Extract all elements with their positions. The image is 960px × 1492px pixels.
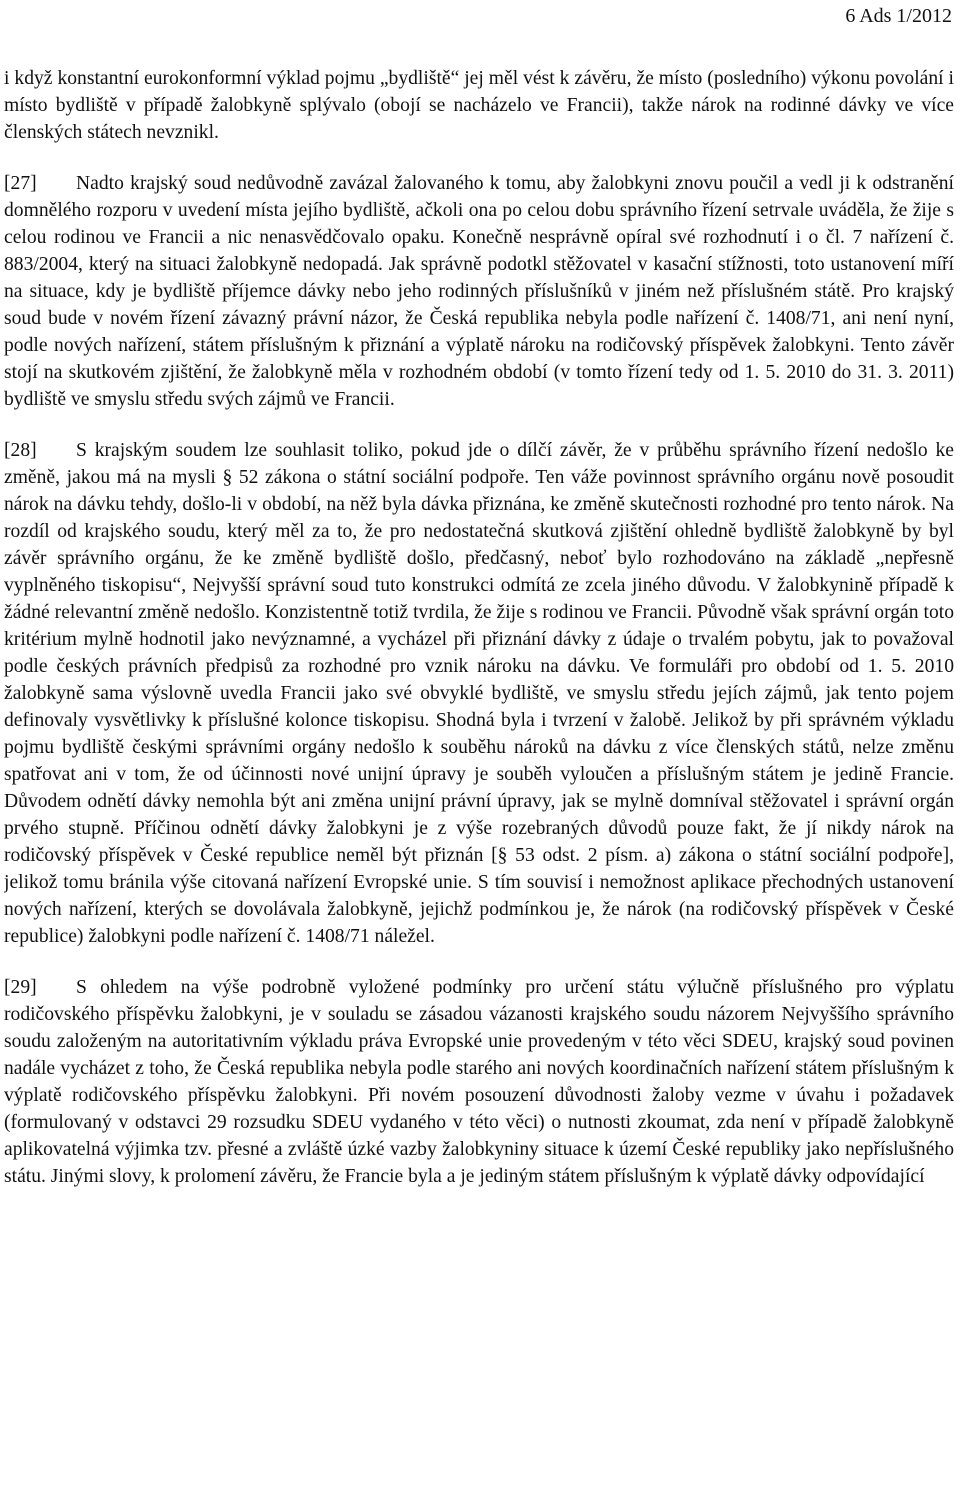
paragraph-text: S ohledem na výše podrobně vyložené podmínky pro určení státu výlučně příslušného pro výplatu rodičovského příspěvku žalobkyni, je v souladu se zásadou vázanosti krajského soudu názorem Nejvyššího správního soudu založeným na autoritativním výkladu práva Evropské unie provedeným v této věci SDEU, krajský soud povinen nadále vycházet z toho, že Česká republika nebyla podle starého ani nových koordinačních nařízení státem příslušným k výplatě rodičovského příspěvku žalobkyni. Při novém posouzení důvodnosti žaloby vezme v úvahu i požadavek (formulovaný v odstavci 29 rozsudku SDEU vydaného v této věci) o nutnosti zkoumat, zda není v případě žalobkyně aplikovatelná výjimka tzv. přesné a zvláště úzké vazby žalobkyniny situace k území České republiky jako nepříslušného státu. Jinými slovy, k prolomení závěru, že Francie byla a je jediným státem příslušným k výplatě dávky odpovídající xyxy=(4,977,954,1187)
paragraph-number: [27] xyxy=(4,173,37,194)
paragraph-29 xyxy=(4,974,954,1190)
paragraph-text: Nadto krajský soud nedůvodně zavázal žalovaného k tomu, aby žalobkyni znovu poučil a vedl ji k odstranění domnělého rozporu v uvedení místa jejího bydliště, ačkoli ona po celou dobu správního řízení setrvale uváděla, že žije s celou rodinou ve Francii a nic nenasvědčovalo opaku. Konečně nesprávně opíral své rozhodnutí i o čl. 7 nařízení č. 883/2004, který na situaci žalobkyně nedopadá. Jak správně podotkl stěžovatel v kasační stížnosti, toto ustanovení míří na situace, kdy je bydliště příjemce dávky nebo jeho rodinných příslušníků v jiném než příslušném státě. Pro krajský soud bude v novém řízení závazný právní názor, že Česká republika nebyla podle nařízení č. 1408/71, ani není nyní, podle nových nařízení, státem příslušným k přiznání a výplatě nároku na rodičovský příspěvek žalobkyni. Tento závěr stojí na skutkovém zjištění, že žalobkyně měla v rozhodném období (v tomto řízení tedy od 1. 5. 2010 do 31. 3. 2011) bydliště ve smyslu středu svých zájmů ve Francii. xyxy=(4,173,954,410)
paragraph-27 xyxy=(4,170,954,413)
document-page xyxy=(4,0,954,1492)
paragraph-28 xyxy=(4,437,954,950)
intro-paragraph: i když konstantní eurokonformní výklad pojmu „bydliště“ jej měl vést k závěru, že místo (posledního) výkonu povolání i místo bydliště v případě žalobkyně splývalo (obojí se nacházelo ve Francii), takže nárok na rodinné dávky ve více členských státech nevznikl. xyxy=(4,68,954,143)
document-body xyxy=(4,65,954,1190)
paragraph-text: S krajským soudem lze souhlasit toliko, pokud jde o dílčí závěr, že v průběhu správního řízení nedošlo ke změně, jakou má na mysli § 52 zákona o státní sociální podpoře. Ten váže povinnost správního orgánu nově posoudit nárok na dávku tehdy, došlo-li v období, na něž byla dávka přiznána, ke změně skutečnosti rozhodné pro tento nárok. Na rozdíl od krajského soudu, který měl za to, že pro nedostatečná skutková zjištění ohledně bydliště žalobkyně by byl závěr správního orgánu, že ke změně bydliště došlo, předčasný, neboť bylo rozhodováno na základě „nepřesně vyplněného tiskopisu“, Nejvyšší správní soud tuto konstrukci odmítá ze zcela jiného důvodu. V žalobkynině případě k žádné relevantní změně nedošlo. Konzistentně totiž tvrdila, že žije s rodinou ve Francii. Původně však správní orgán toto kritérium mylně hodnotil jako nevýznamné, a vycházel při přiznání dávky z údaje o trvalém pobytu, jak to považoval podle českých právních předpisů za rozhodné pro vznik nároku na dávku. Ve formuláři pro období od 1. 5. 2010 žalobkyně sama výslovně uvedla Francii jako své obvyklé bydliště, ve smyslu středu jejích zájmů, jak tento pojem definovaly vysvětlivky k příslušné kolonce tiskopisu. Shodná byla i tvrzení v žalobě. Jelikož by při správném výkladu pojmu bydliště českými správními orgány nedošlo k souběhu nároků na dávku z více členských států, nelze změnu spatřovat ani v tom, že od účinnosti nové unijní úpravy je souběh vyloučen a příslušným státem je jedině Francie. Důvodem odnětí dávky nemohla být ani změna unijní právní úpravy, jak se mylně domníval stěžovatel i správní orgán prvého stupně. Příčinou odnětí dávky žalobkyni je z výše rozebraných důvodů pouze fakt, že jí nikdy nárok na rodičovský příspěvek v České republice neměl být přiznán [§ 53 odst. 2 písm. a) zákona o státní sociální podpoře], jelikož tomu bránila výše citovaná nařízení Evropské unie. S tím souvisí i nemožnost aplikace přechodných ustanovení nových nařízení, kterých se dovolávala žalobkyně, jejichž podmínkou je, že nárok (na rodičovský příspěvek v České republice) žalobkyni podle nařízení č. 1408/71 náležel. xyxy=(4,440,954,947)
paragraph-number: [28] xyxy=(4,440,37,461)
paragraph-number: [29] xyxy=(4,977,37,998)
case-number-header: 6 Ads 1/2012 xyxy=(845,5,952,27)
